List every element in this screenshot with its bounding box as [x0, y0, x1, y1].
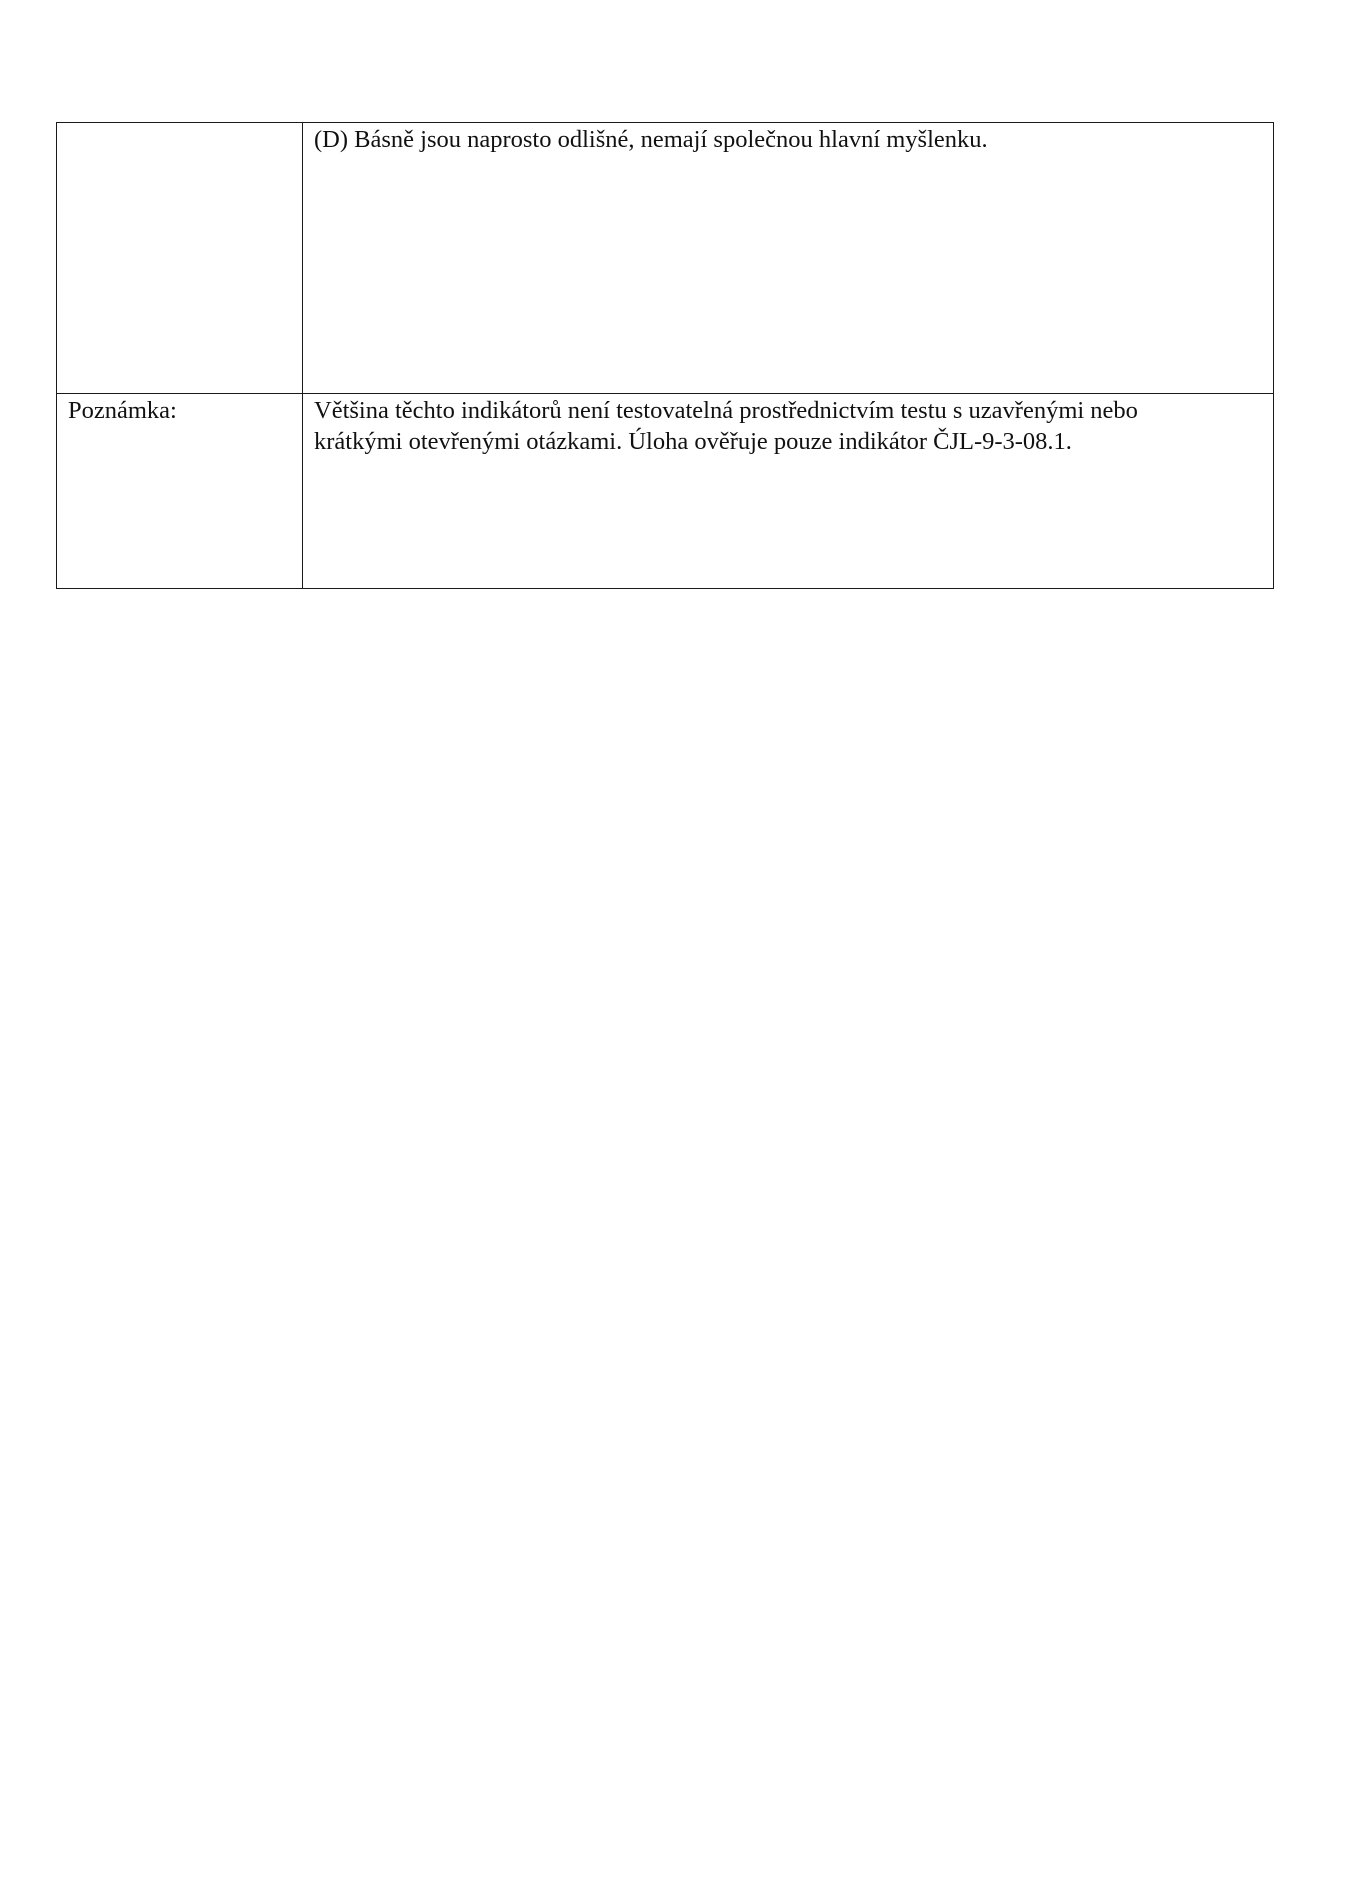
table-cell-note-text [303, 394, 1274, 589]
answer-option-d: (D) Básně jsou naprosto odlišné, nemají společnou hlavní myšlenku. [314, 126, 988, 153]
note-text-line-1: Většina těchto indikátorů není testovatelná prostřednictvím testu s uzavřenými nebo [314, 397, 1138, 424]
table-cell-note-label [57, 394, 303, 589]
note-text-line-2: krátkými otevřenými otázkami. Úloha ověřuje pouze indikátor ČJL-9-3-08.1. [314, 428, 1072, 455]
table-cell-label-empty [57, 123, 303, 394]
note-label: Poznámka: [68, 397, 177, 424]
table-row-note [57, 394, 1274, 589]
table-row-option-d [57, 123, 1274, 394]
table-cell-option-d [303, 123, 1274, 394]
item-table [56, 122, 1274, 589]
